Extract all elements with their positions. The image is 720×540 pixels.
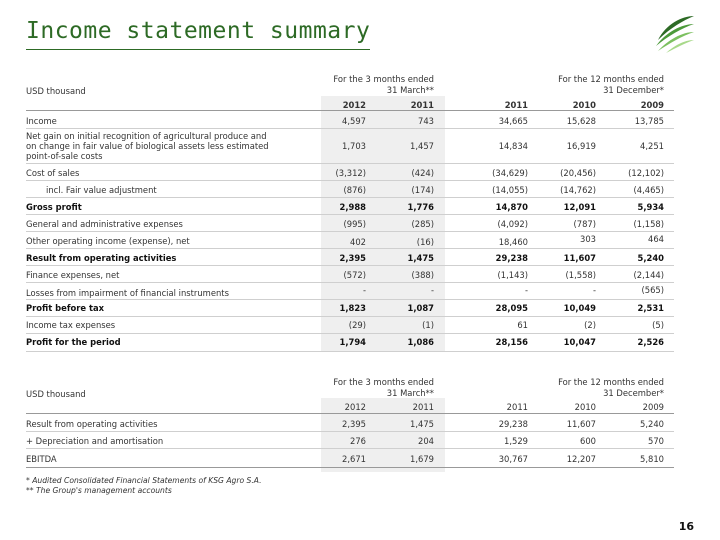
- table-row: [26, 215, 674, 232]
- table-row: [26, 232, 674, 249]
- cell: (34,629): [492, 168, 528, 178]
- table2-group-year-line2: 31 December*: [603, 388, 664, 398]
- table1-group-quarter-line1: For the 3 months ended: [333, 74, 434, 84]
- table2-group-year-line1: For the 12 months ended: [558, 377, 664, 387]
- cell: (424): [411, 168, 434, 178]
- page-number: 16: [678, 520, 694, 533]
- table1-header: [26, 74, 674, 110]
- table2-year-2: 2011: [412, 402, 434, 412]
- table2-group-quarter-line1: For the 3 months ended: [333, 377, 434, 387]
- table-row: [26, 198, 674, 215]
- table-row: [26, 300, 674, 317]
- cell: 2,395: [342, 419, 366, 429]
- cell: 15,628: [566, 116, 596, 126]
- cell: 743: [418, 116, 434, 126]
- row-label: Finance expenses, net: [26, 270, 120, 280]
- cell: (787): [573, 219, 596, 229]
- table1-group-quarter: [286, 74, 434, 96]
- cell: 204: [418, 436, 434, 446]
- cell: (29): [348, 320, 366, 330]
- row-label: EBITDA: [26, 454, 57, 464]
- row-label: Profit before tax: [26, 303, 105, 313]
- row-label: Losses from impairment of financial instruments: [26, 288, 229, 298]
- row-label: Result from operating activities: [26, 419, 158, 429]
- cell: (2): [584, 320, 596, 330]
- cell: 16,919: [566, 141, 596, 151]
- cell: (3,312): [335, 168, 366, 178]
- table-row: [26, 432, 674, 449]
- cell: 1,823: [339, 303, 366, 313]
- cell: 2,531: [637, 303, 664, 313]
- cell: 5,810: [640, 454, 664, 464]
- table2-year-3: 2011: [506, 402, 528, 412]
- cell: (14,762): [560, 185, 596, 195]
- table1-unit-label: USD thousand: [26, 86, 86, 96]
- row-label: Gross profit: [26, 202, 82, 212]
- row-label: Net gain on initial recognition of agricultural produce and on change in fair value of biological assets less estimated point-of-sale costs: [26, 131, 269, 161]
- cell: 11,607: [563, 253, 596, 263]
- cell: 2,526: [637, 337, 664, 347]
- cell: 28,095: [495, 303, 528, 313]
- cell: 303: [580, 234, 596, 244]
- cell: (4,465): [633, 185, 664, 195]
- cell: 1,086: [407, 337, 434, 347]
- table1-year-3: 2011: [504, 100, 528, 110]
- row-label: General and administrative expenses: [26, 219, 183, 229]
- cell: 12,207: [566, 454, 596, 464]
- table2-header-rule: [26, 413, 674, 414]
- table1-group-year-line1: For the 12 months ended: [558, 74, 664, 84]
- cell: (174): [411, 185, 434, 195]
- cell: (995): [343, 219, 366, 229]
- cell: 2,988: [339, 202, 366, 212]
- cell: -: [430, 285, 434, 295]
- cell: 14,870: [495, 202, 528, 212]
- cell: 1,679: [410, 454, 434, 464]
- cell: 5,240: [637, 253, 664, 263]
- cell: 1,475: [407, 253, 434, 263]
- table-row: [26, 317, 674, 334]
- row-label: Cost of sales: [26, 168, 80, 178]
- table2-year-5: 2009: [642, 402, 664, 412]
- cell: 18,460: [498, 237, 528, 247]
- cell: (876): [343, 185, 366, 195]
- table-row: [26, 283, 674, 300]
- table-row: [26, 249, 674, 266]
- table2-group-quarter-line2: 31 March**: [386, 388, 434, 398]
- table1-year-2: 2011: [410, 100, 434, 110]
- cell: 1,703: [342, 141, 366, 151]
- cell: 4,251: [640, 141, 664, 151]
- cell: 13,785: [634, 116, 664, 126]
- cell: 276: [350, 436, 366, 446]
- page-title: Income statement summary: [26, 18, 371, 44]
- cell: 10,049: [563, 303, 596, 313]
- cell: -: [362, 285, 366, 295]
- row-label: Profit for the period: [26, 337, 121, 347]
- cell: (388): [411, 270, 434, 280]
- row-label: Other operating income (expense), net: [26, 236, 190, 246]
- table2-year-1: 2012: [344, 402, 366, 412]
- cell: (5): [652, 320, 664, 330]
- table-row: [26, 415, 674, 432]
- table2-group-quarter: [286, 377, 434, 399]
- cell: (12,102): [628, 168, 664, 178]
- cell: 14,834: [498, 141, 528, 151]
- cell: 1,794: [339, 337, 366, 347]
- cell: -: [592, 285, 596, 295]
- cell: 1,529: [504, 436, 528, 446]
- cell: 5,240: [640, 419, 664, 429]
- table2-header: [26, 377, 674, 413]
- footnote-1: * Audited Consolidated Financial Statements of KSG Agro S.A.: [26, 476, 262, 485]
- table-row: [26, 181, 674, 198]
- table-row: [26, 266, 674, 283]
- row-label: incl. Fair value adjustment: [46, 185, 157, 195]
- table1-group-quarter-line2: 31 March**: [386, 85, 434, 95]
- cell: (4,092): [497, 219, 528, 229]
- footnotes: [26, 476, 262, 496]
- cell: (1,143): [497, 270, 528, 280]
- cell: 600: [580, 436, 596, 446]
- table1-year-5: 2009: [640, 100, 664, 110]
- cell: 12,091: [563, 202, 596, 212]
- cell: (20,456): [560, 168, 596, 178]
- table-row: [26, 164, 674, 181]
- cell: (572): [343, 270, 366, 280]
- cell: (1,558): [565, 270, 596, 280]
- table1-year-1: 2012: [342, 100, 366, 110]
- cell: (285): [411, 219, 434, 229]
- cell: 5,934: [637, 202, 664, 212]
- cell: 1,087: [407, 303, 434, 313]
- cell: 28,156: [495, 337, 528, 347]
- row-label: + Depreciation and amortisation: [26, 436, 164, 446]
- table2-group-year: [486, 377, 664, 399]
- cell: -: [524, 285, 528, 295]
- cell: 2,395: [339, 253, 366, 263]
- footnote-2: ** The Group's management accounts: [26, 486, 172, 495]
- title-underline: [26, 49, 370, 50]
- cell: (1,158): [633, 219, 664, 229]
- cell: 464: [648, 234, 664, 244]
- table1-group-year: [486, 74, 664, 96]
- table-row: [26, 112, 674, 129]
- cell: 1,475: [410, 419, 434, 429]
- table2-year-4: 2010: [574, 402, 596, 412]
- company-leaf-logo-icon: [652, 10, 696, 54]
- cell: 402: [350, 237, 366, 247]
- cell: 29,238: [498, 419, 528, 429]
- cell: (1): [422, 320, 434, 330]
- row-label: Income tax expenses: [26, 320, 116, 330]
- table1-year-4: 2010: [572, 100, 596, 110]
- cell: 570: [648, 436, 664, 446]
- cell: 11,607: [566, 419, 596, 429]
- cell: (565): [641, 285, 664, 295]
- cell: (2,144): [633, 270, 664, 280]
- cell: (14,055): [492, 185, 528, 195]
- table2-unit-label: USD thousand: [26, 389, 86, 399]
- cell: (16): [416, 237, 434, 247]
- table-row: [26, 129, 674, 164]
- table1-header-rule: [26, 110, 674, 111]
- row-label: Income: [26, 116, 57, 126]
- table-row: [26, 334, 674, 352]
- table1-group-year-line2: 31 December*: [603, 85, 664, 95]
- cell: 61: [517, 320, 528, 330]
- cell: 34,665: [498, 116, 528, 126]
- cell: 4,597: [342, 116, 366, 126]
- cell: 29,238: [495, 253, 528, 263]
- cell: 10,047: [563, 337, 596, 347]
- table-row: [26, 449, 674, 468]
- row-label: Result from operating activities: [26, 253, 177, 263]
- cell: 2,671: [342, 454, 366, 464]
- cell: 30,767: [498, 454, 528, 464]
- cell: 1,457: [410, 141, 434, 151]
- cell: 1,776: [407, 202, 434, 212]
